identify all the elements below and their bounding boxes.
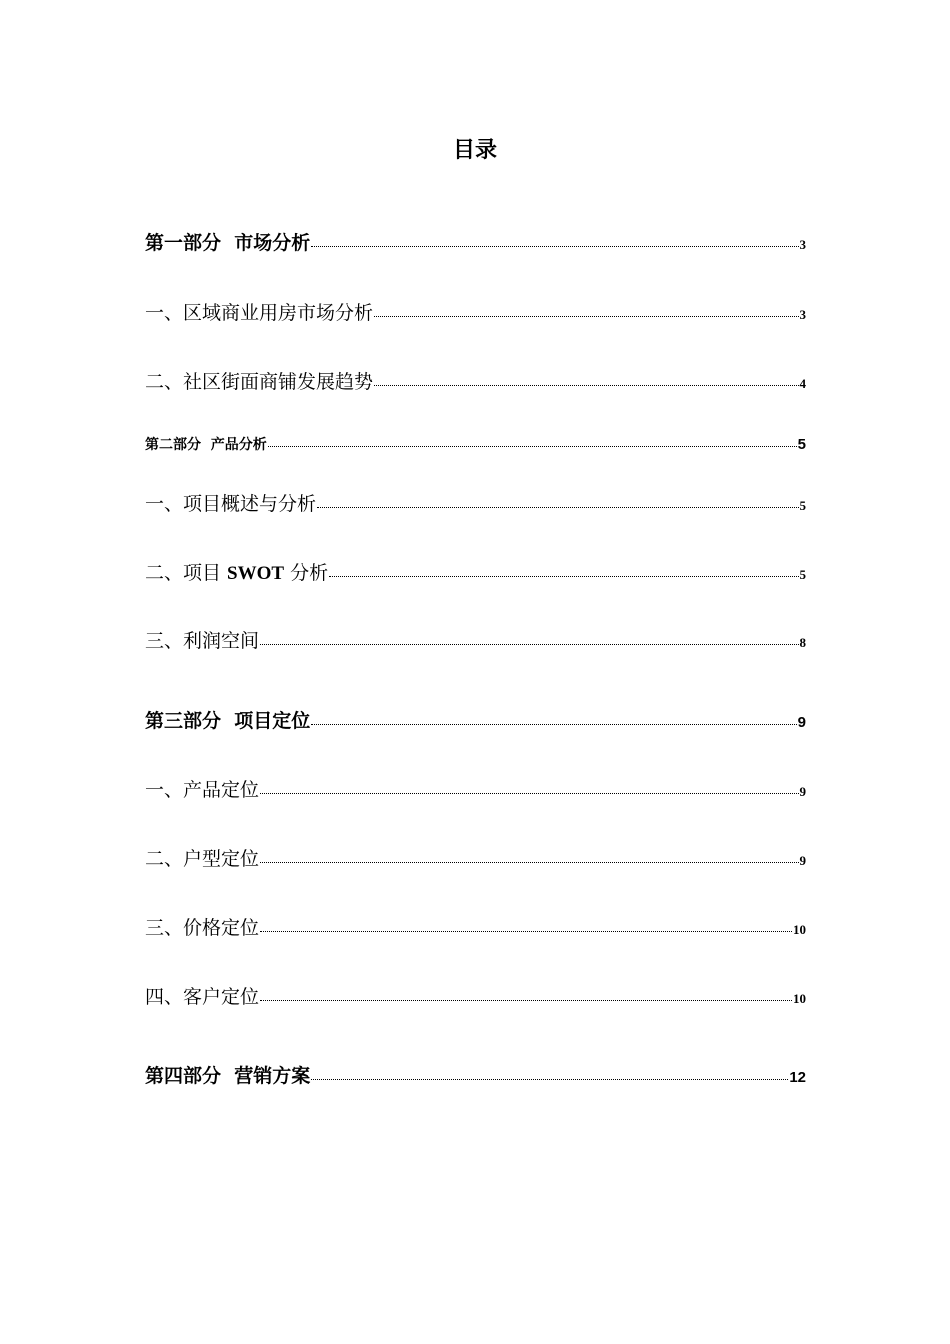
- toc-entry-text-suffix: 分析: [284, 562, 329, 584]
- toc-entry-text: 二、户型定位: [145, 848, 260, 870]
- toc-page-number: 3: [799, 237, 806, 252]
- toc-entry-text: 第三部分 项目定位: [145, 710, 311, 732]
- toc-leader-dots: [260, 644, 798, 645]
- toc-page-number: 4: [799, 376, 806, 391]
- toc-page-number: 12: [789, 1069, 806, 1086]
- toc-entry-text: 二、社区街面商铺发展趋势: [145, 371, 374, 393]
- toc-leader-dots: [329, 576, 798, 577]
- toc-page-number: 9: [799, 784, 806, 799]
- toc-entry[interactable]: [145, 489, 806, 516]
- toc-leader-dots: [311, 246, 798, 247]
- toc-entry-text: [145, 558, 328, 585]
- toc-page-number: 5: [799, 567, 806, 582]
- toc-entry[interactable]: [145, 1061, 806, 1088]
- toc-page-number: 3: [799, 307, 806, 322]
- toc-entry-text: 一、产品定位: [145, 779, 260, 801]
- toc-page-number: 9: [799, 853, 806, 868]
- toc-leader-dots: [260, 1000, 792, 1001]
- toc-entry-text: 一、项目概述与分析: [145, 493, 317, 515]
- toc-page-number: 8: [799, 635, 806, 650]
- toc-entry[interactable]: [145, 228, 806, 255]
- toc-leader-dots: [260, 862, 798, 863]
- toc-entry[interactable]: [145, 298, 806, 325]
- toc-page-number: 10: [793, 922, 806, 937]
- toc-leader-dots: [311, 1079, 788, 1080]
- toc-page-number: 10: [793, 991, 806, 1006]
- toc-entry-text: 一、区域商业用房市场分析: [145, 302, 374, 324]
- toc-entry[interactable]: [145, 367, 806, 394]
- toc-entry[interactable]: [145, 775, 806, 802]
- toc-leader-dots: [374, 316, 798, 317]
- toc-leader-dots: [317, 507, 798, 508]
- toc-entry-text: 四、客户定位: [145, 986, 260, 1008]
- toc-page-number: 9: [797, 714, 806, 731]
- toc-leader-dots: [374, 385, 798, 386]
- toc-entry-text: 三、利润空间: [145, 630, 260, 652]
- toc-entry-text: 三、价格定位: [145, 917, 260, 939]
- toc-entry-text: 第二部分 产品分析: [145, 437, 267, 453]
- toc-leader-dots: [311, 724, 796, 725]
- toc-leader-dots: [260, 793, 798, 794]
- toc-entry-text: 第四部分 营销方案: [145, 1065, 311, 1087]
- toc-entry[interactable]: [145, 626, 806, 653]
- toc-entry[interactable]: [145, 913, 806, 940]
- toc-entry[interactable]: [145, 844, 806, 871]
- toc-page-number: 5: [797, 436, 806, 453]
- toc-leader-dots: [268, 446, 797, 447]
- toc-entry[interactable]: [145, 706, 806, 733]
- toc-entry-text: 第一部分 市场分析: [145, 232, 311, 254]
- toc-entry-text-latin: SWOT: [227, 563, 285, 584]
- toc-entry[interactable]: [145, 434, 806, 454]
- document-title: 目录: [452, 138, 497, 163]
- toc-page-number: 5: [799, 498, 806, 513]
- toc-entry[interactable]: [145, 558, 806, 585]
- toc-entry-text-prefix: 二、项目: [145, 562, 228, 584]
- toc-leader-dots: [260, 931, 792, 932]
- toc-entry[interactable]: [145, 982, 806, 1009]
